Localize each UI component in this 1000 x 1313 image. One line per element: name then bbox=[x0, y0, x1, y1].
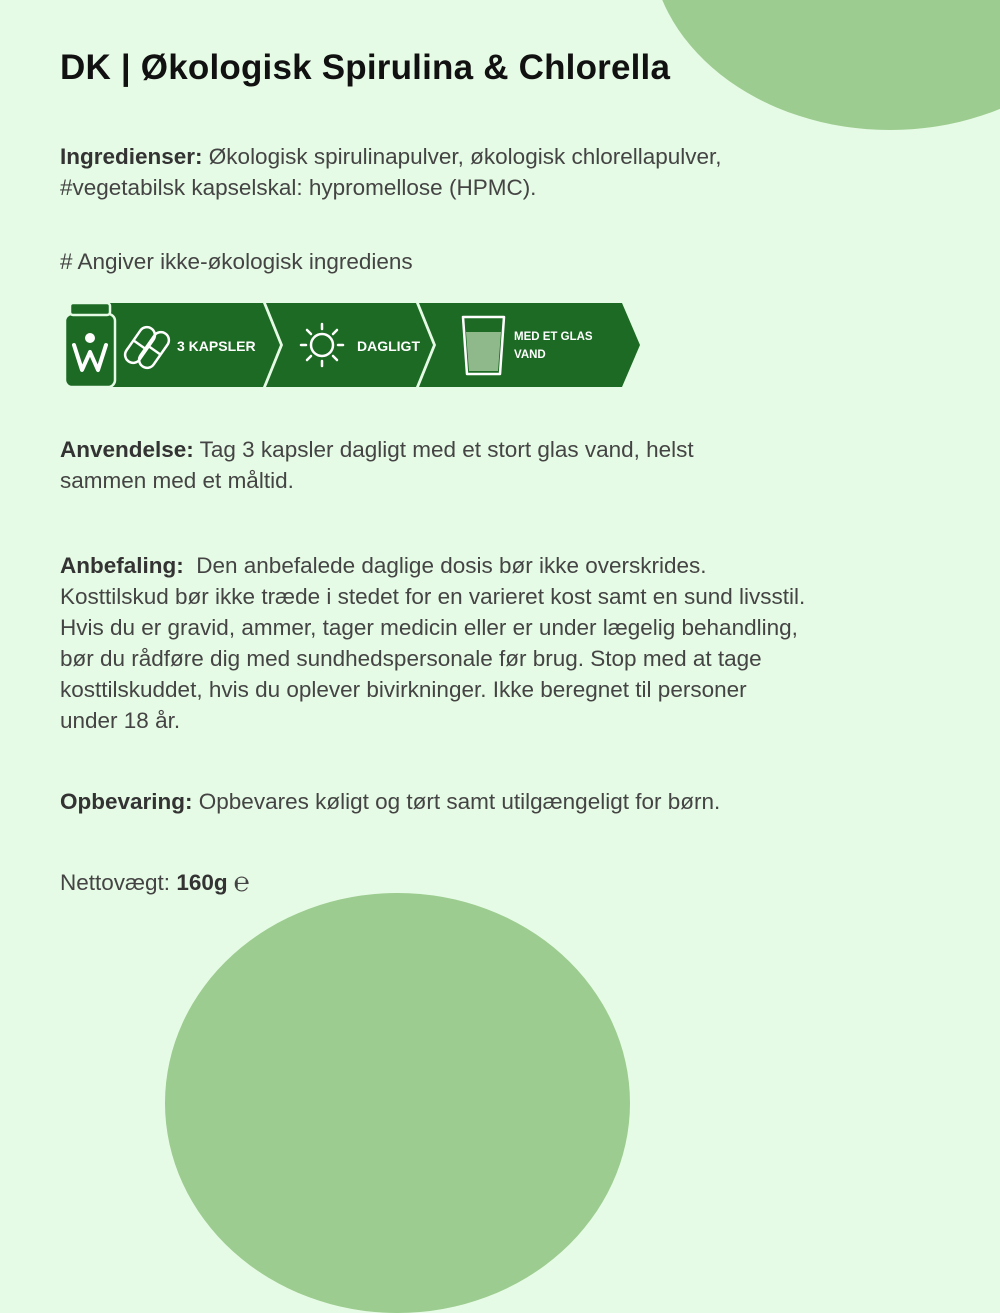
page-title: DK | Økologisk Spirulina & Chlorella bbox=[60, 48, 671, 87]
ingredients-text-line2: #vegetabilsk kapselskal: hypromellose (HPMC). bbox=[60, 175, 537, 200]
strip-segment-water bbox=[419, 303, 640, 387]
net-weight-label: Nettovægt: bbox=[60, 870, 177, 895]
recommendation-line6: under 18 år. bbox=[60, 708, 181, 733]
ingredients-text-line1: Økologisk spirulinapulver, økologisk chlorellapulver, bbox=[202, 144, 722, 169]
usage-label: Anvendelse: bbox=[60, 437, 194, 462]
usage-section bbox=[60, 434, 694, 496]
storage-label: Opbevaring: bbox=[60, 789, 193, 814]
bottle-icon bbox=[65, 303, 115, 387]
storage-text: Opbevares køligt og tørt samt utilgængeligt for børn. bbox=[192, 789, 721, 814]
dosage-strip bbox=[60, 300, 650, 390]
daily-label: DAGLIGT bbox=[357, 338, 420, 354]
water-label-line1: MED ET GLAS bbox=[514, 331, 593, 343]
recommendation-section bbox=[60, 550, 805, 736]
decorative-circle-top bbox=[650, 0, 1000, 130]
usage-text-line1: Tag 3 kapsler dagligt med et stort glas vand, helst bbox=[193, 437, 694, 462]
recommendation-line4: bør du rådføre dig med sundhedspersonale før brug. Stop med at tage bbox=[60, 646, 762, 671]
estimated-sign-icon: ℮ bbox=[233, 867, 250, 897]
storage-section bbox=[60, 786, 720, 817]
usage-text-line2: sammen med et måltid. bbox=[60, 468, 294, 493]
net-weight bbox=[60, 867, 250, 898]
net-weight-value: 160g bbox=[176, 870, 228, 895]
ingredients-label: Ingredienser: bbox=[60, 144, 203, 169]
recommendation-line5: kosttilskuddet, hvis du oplever bivirkninger. Ikke beregnet til personer bbox=[60, 677, 747, 702]
recommendation-label: Anbefaling: bbox=[60, 553, 184, 578]
non-organic-note: # Angiver ikke-økologisk ingrediens bbox=[60, 249, 413, 274]
ingredients-section bbox=[60, 141, 722, 203]
decorative-circle-bottom bbox=[165, 893, 630, 1313]
recommendation-line1: Den anbefalede daglige dosis bør ikke overskrides. bbox=[183, 553, 707, 578]
water-label-line2: VAND bbox=[514, 349, 546, 361]
recommendation-line3: Hvis du er gravid, ammer, tager medicin eller er under lægelig behandling, bbox=[60, 615, 798, 640]
recommendation-line2: Kosttilskud bør ikke træde i stedet for en varieret kost samt en sund livsstil. bbox=[60, 584, 806, 609]
capsules-label: 3 KAPSLER bbox=[177, 338, 256, 354]
